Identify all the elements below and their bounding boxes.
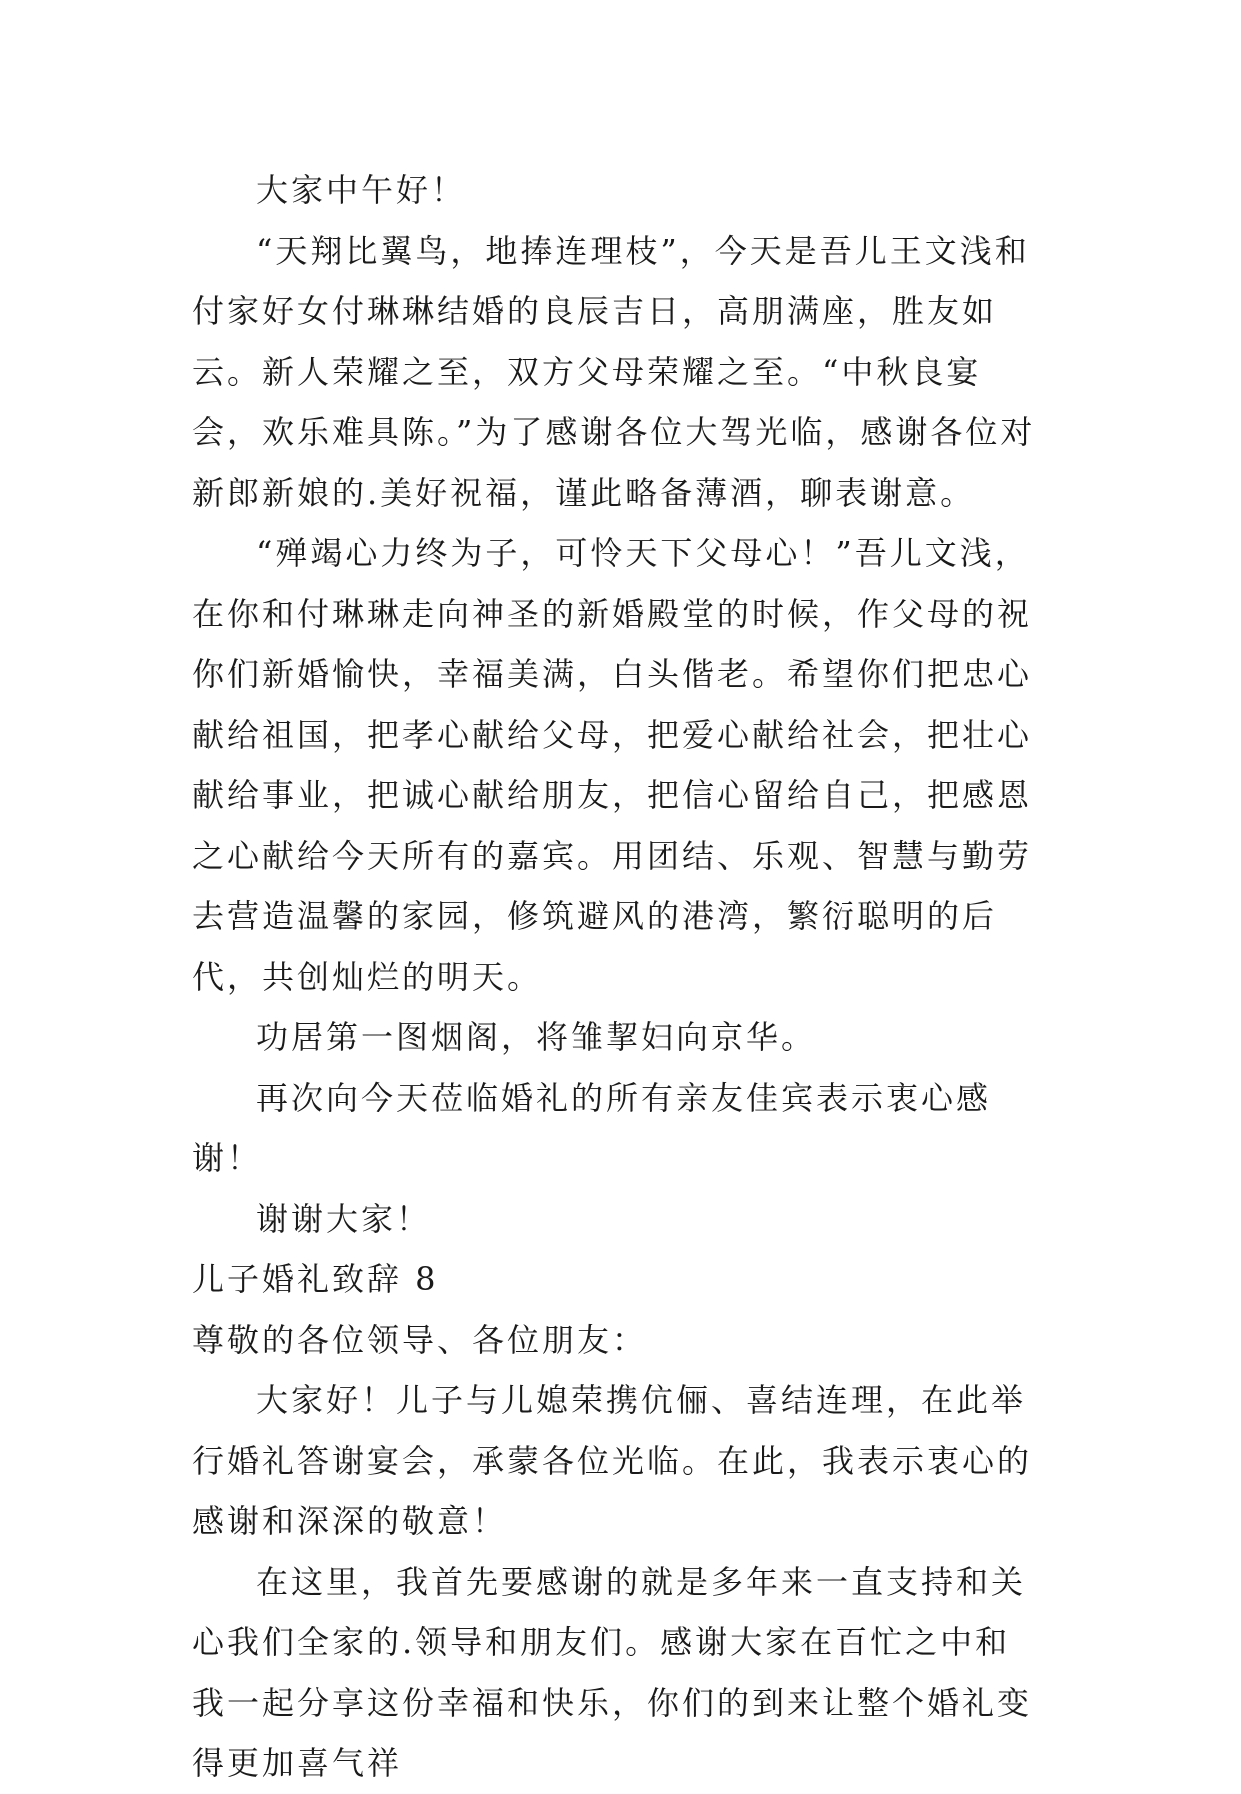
paragraph-gratitude: 在这里，我首先要感谢的就是多年来一直支持和关心我们全家的.领导和朋友们。感谢大家在百忙之中和我一起分享这份幸福和快乐，你们的到来让整个婚礼变得更加喜气祥	[192, 1562, 1033, 1782]
paragraph-welcome: “天翔比翼鸟，地捧连理枝”，今天是吾儿王文浅和付家好女付琳琳结婚的良辰吉日，高朋满座，胜友如云。新人荣耀之至，双方父母荣耀之至。“中秋良宴会，欢乐难具陈。”为了感谢各位大驾光临，感谢各位对新郎新娘的.美好祝福，谨此略备薄酒，聊表谢意。	[192, 231, 1036, 512]
paragraph-opening: 大家好！儿子与儿媳荣携伉俪、喜结连理，在此举行婚礼答谢宴会，承蒙各位光临。在此，我表示衷心的感谢和深深的敬意！	[192, 1381, 1033, 1540]
paragraph-verse: 功居第一图烟阁，将雏挈妇向京华。	[256, 1018, 817, 1056]
paragraph-closing: 谢谢大家！	[256, 1199, 432, 1238]
section-title: 儿子婚礼致辞 8	[192, 1260, 439, 1298]
paragraph-blessing: “殚竭心力终为子，可怜天下父母心！”吾儿文浅，在你和付琳琳走向神圣的新婚殿堂的时候，作父母的祝你们新婚愉快，幸福美满，白头偕老。希望你们把忠心献给祖国，把孝心献给父母，把爱心献给社会，把壮心献给事业，把诚心献给朋友，把信心留给自己，把感恩之心献给今天所有的嘉宾。用团结、乐观、智慧与勤劳去营造温馨的家园，修筑避风的港湾，繁衍聪明的后代，共创灿烂的明天。	[192, 534, 1033, 996]
paragraph-thanks: 再次向今天莅临婚礼的所有亲友佳宾表示衷心感谢！	[192, 1078, 992, 1177]
salutation: 尊敬的各位领导、各位朋友：	[192, 1320, 648, 1359]
paragraph-greeting: 大家中午好！	[256, 171, 467, 209]
document-body	[192, 160, 1042, 1794]
